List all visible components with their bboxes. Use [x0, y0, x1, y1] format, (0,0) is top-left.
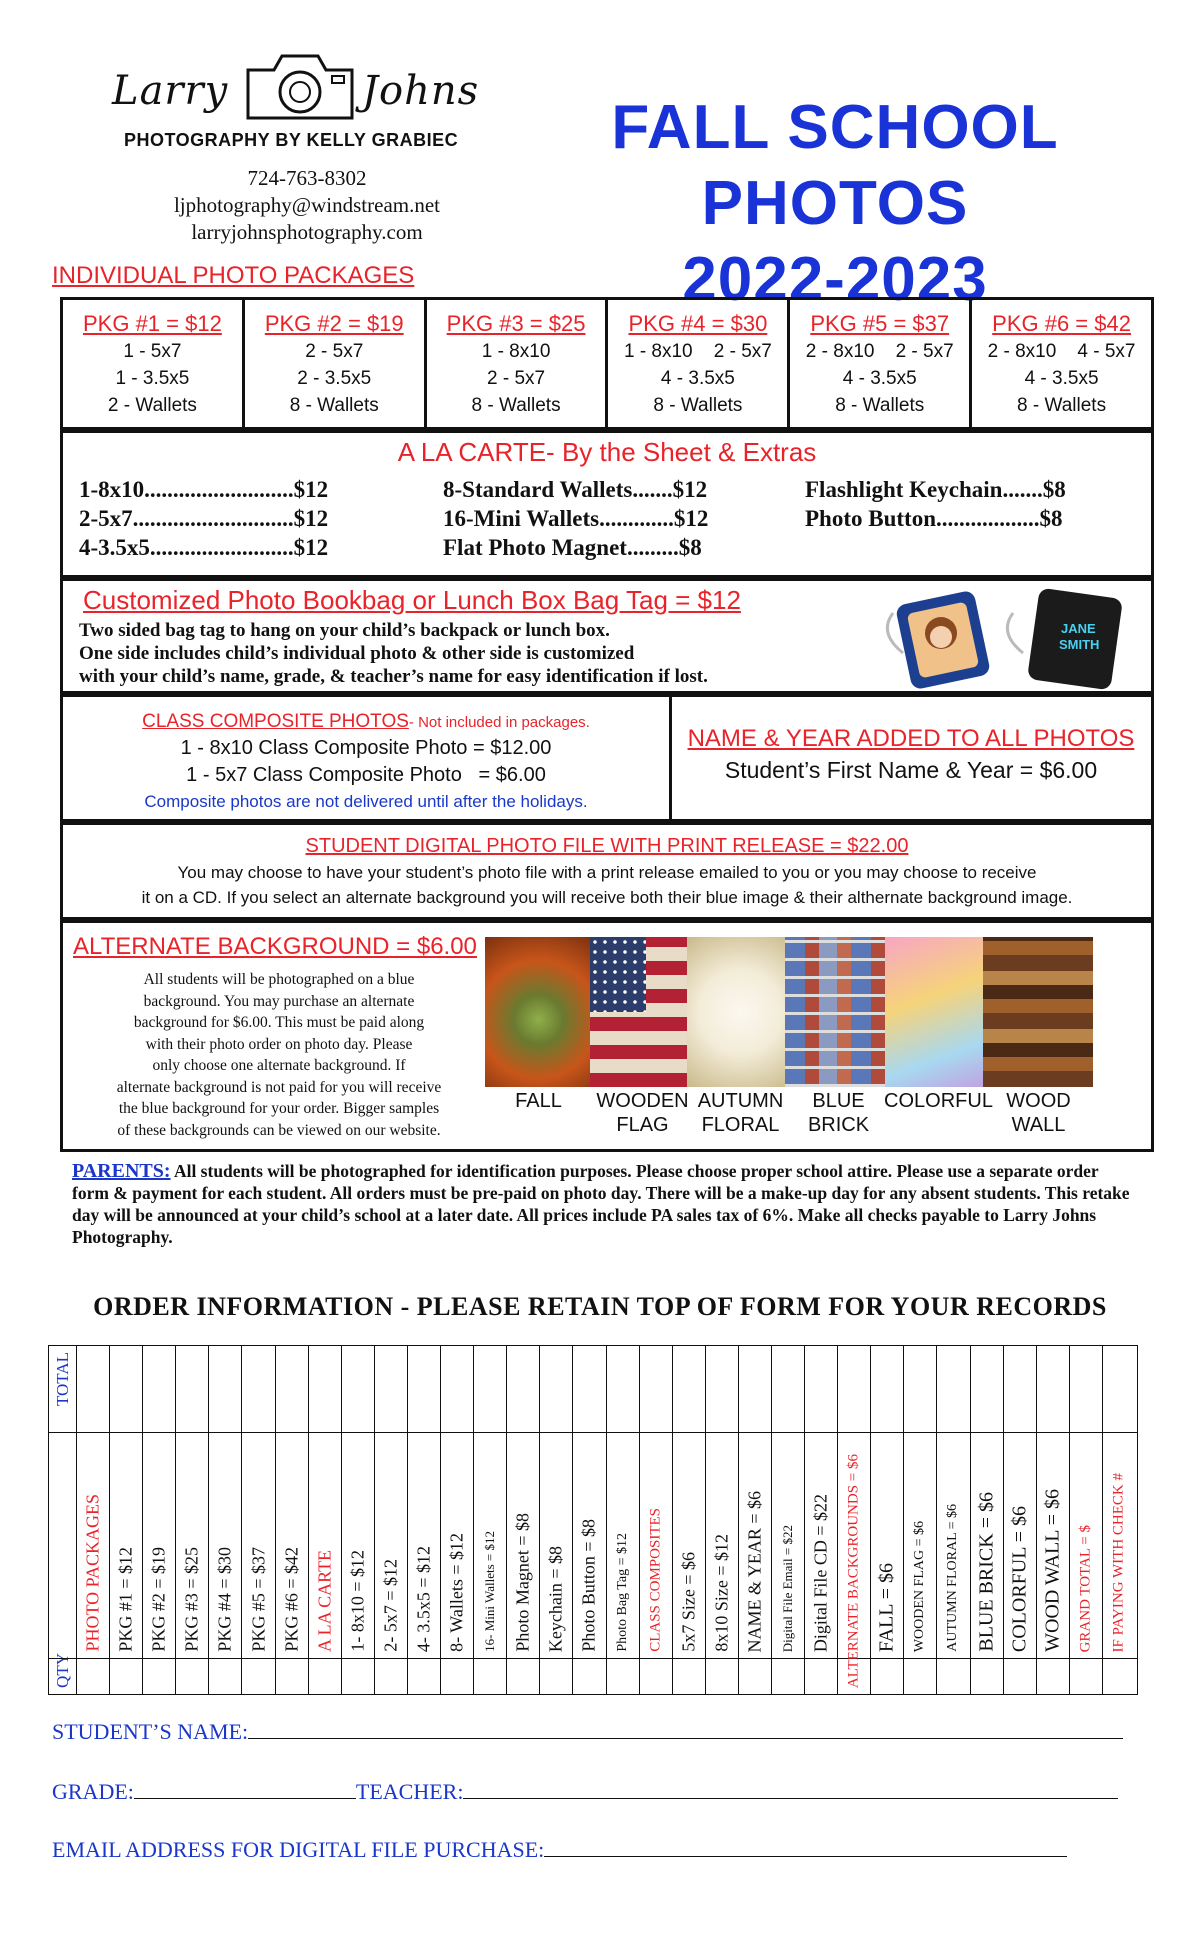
headline-title: FALL SCHOOL PHOTOS [611, 93, 1059, 238]
order-column[interactable] [242, 1346, 275, 1694]
alternate-section [60, 920, 1154, 1152]
tag-name-1: JANE [1061, 621, 1096, 636]
order-column[interactable] [110, 1346, 143, 1694]
order-column[interactable] [176, 1346, 209, 1694]
order-column-label: WOODEN FLAG = $6 [912, 1520, 928, 1652]
order-column-label: Digital File CD = $22 [810, 1493, 831, 1652]
tag-name-2: SMITH [1059, 637, 1100, 652]
label-line: AUTUMN [697, 1090, 784, 1112]
order-column[interactable] [276, 1346, 309, 1694]
alacarte-item: 2-5x7............................$12 [79, 506, 329, 531]
digital-line: it on a CD. If you select an alternate background you will receive both their blue image & their althernate background image. [141, 888, 1073, 907]
order-column-label: NAME & YEAR = $6 [744, 1490, 765, 1652]
alacarte-col-1 [79, 475, 328, 562]
headline-year: 2022-2023 [682, 245, 988, 314]
order-column[interactable] [640, 1346, 673, 1694]
order-column[interactable] [342, 1346, 375, 1694]
label-line: COLORFUL [884, 1090, 993, 1112]
order-column[interactable] [673, 1346, 706, 1694]
student-name-line[interactable] [248, 1718, 1123, 1739]
package-name: PKG #3 = $25 [446, 311, 586, 336]
order-column[interactable] [838, 1346, 871, 1694]
order-column[interactable] [573, 1346, 606, 1694]
package-name: PKG #4 = $30 [628, 311, 768, 336]
name-year-price: Student’s First Name & Year = $6.00 [724, 757, 1098, 783]
package-line: 2 - 8x10 2 - 5x7 [805, 341, 954, 362]
order-column[interactable] [474, 1346, 507, 1694]
alacarte-item: Flashlight Keychain.......$8 [805, 477, 1066, 502]
email-line[interactable] [544, 1836, 1067, 1857]
alacarte-title: A LA CARTE- By the Sheet & Extras [397, 437, 817, 467]
order-column[interactable] [1070, 1346, 1103, 1694]
logo [112, 40, 492, 150]
package-line: 4 - 3.5x5 [842, 368, 917, 389]
order-column[interactable] [1004, 1346, 1037, 1694]
order-column-label: PKG #4 = $30 [214, 1547, 235, 1652]
name-year-title: NAME & YEAR ADDED TO ALL PHOTOS [687, 725, 1135, 752]
class-composite [63, 697, 672, 819]
order-column[interactable] [1103, 1346, 1136, 1694]
bagtag-title: Customized Photo Bookbag or Lunch Box Bag Tag = $12 [83, 585, 741, 615]
alternate-line: only choose one alternate background. If [152, 1057, 406, 1074]
package-line: 2 - 8x10 4 - 5x7 [987, 341, 1136, 362]
label-line: BLUE [812, 1090, 865, 1112]
student-name-label: STUDENT’S NAME: [52, 1719, 249, 1744]
colorful-label [881, 1089, 996, 1113]
package-5 [790, 300, 972, 427]
order-column-label: PKG #1 = $12 [115, 1547, 136, 1652]
order-column-label: WOOD WALL = $6 [1041, 1489, 1064, 1652]
label-line: FALL [515, 1090, 562, 1112]
package-line: 8 - Wallets [1017, 395, 1107, 416]
composite-section [60, 694, 1154, 822]
packages-title: INDIVIDUAL PHOTO PACKAGES [52, 262, 415, 289]
alternate-line: background. You may purchase an alternate [143, 992, 415, 1010]
parents-text: All students will be photographed for identification purposes. Please choose proper school attire. Please use a separate order form & payment for each student. All orders must be pre-paid on photo day. There will be a make-up day for any absent students. This retake day will be announced at your child’s school at a later date. All prices include PA sales tax of 6%. Make all checks payable to Larry Johns Photography. [72, 1161, 1130, 1247]
order-column-label: 8x10 Size = $12 [711, 1534, 732, 1652]
composite-title-row [63, 711, 669, 733]
package-line: 2 - 3.5x5 [297, 368, 372, 389]
package-line: 4 - 3.5x5 [660, 368, 735, 389]
package-3 [427, 300, 609, 427]
composite-line: 1 - 5x7 Class Composite Photo = $6.00 [186, 764, 546, 786]
order-column-label: AUTUMN FLORAL = $6 [945, 1504, 961, 1652]
wood-wall-background-swatch [983, 937, 1093, 1087]
order-column-label: 4- 3.5x5 = $12 [413, 1545, 434, 1652]
digital-title: STUDENT DIGITAL PHOTO FILE WITH PRINT RELEASE = $22.00 [305, 835, 909, 857]
label-line: FLORAL [701, 1114, 780, 1136]
alacarte-item: 4-3.5x5.........................$12 [79, 535, 329, 560]
bag-tag-image [873, 583, 1143, 691]
alternate-line: alternate background is not paid for you will receive [116, 1078, 442, 1096]
alternate-line: All students will be photographed on a blue [143, 971, 415, 988]
order-title: ORDER INFORMATION - PLEASE RETAIN TOP OF FORM FOR YOUR RECORDS [93, 1292, 1107, 1321]
fall-label [481, 1089, 596, 1113]
email-field[interactable] [52, 1836, 1067, 1863]
alacarte-section [60, 430, 1154, 578]
order-column-label: CLASS COMPOSITES [647, 1508, 664, 1652]
package-name: PKG #1 = $12 [83, 311, 222, 336]
order-column-label: 2- 5x7 = $12 [380, 1559, 401, 1652]
bagtag-line: with your child’s name, grade, & teacher’s name for easy identification if lost. [79, 666, 708, 687]
order-column[interactable] [309, 1346, 342, 1694]
label-line: WOODEN [596, 1090, 689, 1112]
alacarte-item: Flat Photo Magnet.........$8 [443, 535, 702, 560]
label-column [49, 1346, 77, 1694]
colorful-background-swatch [885, 937, 992, 1087]
order-column-label: PKG #6 = $42 [281, 1547, 302, 1652]
alternate-description [69, 969, 489, 1141]
composite-title-note: - Not included in packages. [408, 714, 590, 731]
name-year [671, 697, 1151, 819]
order-column-label: PHOTO PACKAGES [82, 1494, 103, 1652]
student-name-field[interactable] [52, 1718, 1123, 1745]
package-name: PKG #2 = $19 [264, 311, 404, 336]
order-column[interactable] [77, 1346, 110, 1694]
logo-johns: Johns [362, 68, 480, 114]
alacarte-item: 8-Standard Wallets.......$12 [443, 477, 708, 502]
order-column-label: IF PAYING WITH CHECK # [1110, 1472, 1127, 1652]
composite-note: Composite photos are not delivered until after the holidays. [144, 792, 588, 811]
package-line: 8 - Wallets [471, 395, 561, 416]
composite-title: CLASS COMPOSITE PHOTOS [142, 711, 409, 732]
package-line: 1 - 8x10 2 - 5x7 [623, 341, 772, 362]
alternate-line: of these backgrounds can be viewed on our website. [117, 1121, 441, 1139]
order-column[interactable] [772, 1346, 805, 1694]
alacarte-item: 16-Mini Wallets.............$12 [443, 506, 709, 531]
alacarte-item: 1-8x10..........................$12 [79, 477, 329, 502]
parents-label: PARENTS: [72, 1160, 171, 1182]
blue-brick-label [781, 1089, 896, 1137]
package-line: 4 - 3.5x5 [1024, 368, 1099, 389]
package-line: 8 - Wallets [289, 395, 379, 416]
email: ljphotography@windstream.net [173, 193, 441, 217]
alternate-line: background for $6.00. This must be paid along [133, 1014, 425, 1031]
packages-grid [60, 297, 1154, 430]
order-column-label: PKG #3 = $25 [181, 1547, 202, 1652]
order-column[interactable] [937, 1346, 970, 1694]
package-line: 8 - Wallets [835, 395, 925, 416]
package-1 [63, 300, 245, 427]
order-column-label: COLORFUL = $6 [1008, 1505, 1031, 1652]
grade-label: GRADE: [52, 1779, 134, 1804]
order-grid [48, 1345, 1138, 1695]
order-column[interactable] [739, 1346, 772, 1694]
order-column-label: PKG #5 = $37 [248, 1547, 269, 1652]
order-column-label: BLUE BRICK = $6 [975, 1492, 998, 1652]
package-4 [608, 300, 790, 427]
order-column-label: PKG #2 = $19 [148, 1547, 169, 1652]
wooden-flag-background-swatch [590, 937, 697, 1087]
order-column[interactable] [540, 1346, 573, 1694]
bagtag-line: Two sided bag tag to hang on your child’s backpack or lunch box. [79, 620, 610, 641]
order-column[interactable] [1037, 1346, 1070, 1694]
package-line: 2 - Wallets [107, 395, 197, 416]
order-column-label: 5x7 Size = $6 [678, 1552, 699, 1652]
label-line: WALL [1011, 1114, 1066, 1136]
order-column-label: 1- 8x10 = $12 [347, 1550, 368, 1652]
logo-larry: Larry [112, 68, 229, 114]
order-column-label: Photo Button = $8 [578, 1519, 599, 1652]
order-column[interactable] [607, 1346, 640, 1694]
alternate-line: the blue background for your order. Bigger samples [118, 1100, 440, 1117]
alternate-title: ALTERNATE BACKGROUND = $6.00 [73, 933, 477, 960]
package-line: 8 - Wallets [653, 395, 743, 416]
teacher-label: TEACHER: [355, 1779, 464, 1804]
order-column-label: Photo Bag Tag = $12 [614, 1533, 630, 1652]
order-column-label: Photo Magnet = $8 [512, 1513, 533, 1652]
order-column-label: 8- Wallets = $12 [446, 1533, 467, 1652]
label-line: FLAG [616, 1114, 669, 1136]
composite-line: 1 - 8x10 Class Composite Photo = $12.00 [180, 737, 552, 759]
order-column[interactable] [871, 1346, 904, 1694]
order-column[interactable] [507, 1346, 540, 1694]
package-line: 2 - 5x7 [487, 368, 546, 389]
phone: 724-763-8302 [247, 166, 367, 190]
autumn-floral-background-swatch [687, 937, 794, 1087]
blue-brick-background-swatch [785, 937, 892, 1087]
contact-info [112, 165, 502, 246]
fall-background-swatch [485, 937, 592, 1087]
order-column-label: 16- Mini Wallets = $12 [482, 1531, 498, 1652]
order-column[interactable] [441, 1346, 474, 1694]
grade-line[interactable] [134, 1778, 356, 1799]
grade-teacher-field[interactable] [52, 1778, 1118, 1805]
digital-line: You may choose to have your student’s photo file with a print release emailed to you or you may choose to receive [177, 863, 1037, 882]
label-line: BRICK [807, 1114, 870, 1136]
camera-icon [240, 44, 360, 124]
alternate-line: with their photo order on photo day. Please [145, 1035, 413, 1053]
order-column[interactable] [375, 1346, 408, 1694]
website: larryjohnsphotography.com [191, 220, 423, 244]
order-column[interactable] [904, 1346, 937, 1694]
bagtag-description [79, 619, 708, 688]
order-column-label: Digital File Email = $22 [780, 1524, 796, 1652]
logo-subtitle: PHOTOGRAPHY BY KELLY GRABIEC [124, 130, 459, 150]
wood-wall-label [981, 1089, 1096, 1137]
alacarte-col-3 [805, 475, 1066, 533]
order-column-label: Keychain = $8 [545, 1545, 566, 1652]
headline [545, 90, 1125, 318]
order-column[interactable] [971, 1346, 1004, 1694]
package-2 [245, 300, 427, 427]
package-line: 2 - 5x7 [305, 341, 364, 362]
parents-note [72, 1160, 1132, 1248]
email-label: EMAIL ADDRESS FOR DIGITAL FILE PURCHASE: [52, 1837, 545, 1862]
package-name: PKG #5 = $37 [810, 311, 950, 336]
order-column[interactable] [805, 1346, 838, 1694]
order-column-label: FALL = $6 [875, 1562, 898, 1652]
label-line: WOOD [1006, 1090, 1071, 1112]
package-line: 1 - 5x7 [123, 341, 182, 362]
teacher-line[interactable] [463, 1778, 1118, 1799]
bagtag-line: One side includes child’s individual photo & other side is customized [79, 643, 635, 664]
order-column[interactable] [143, 1346, 176, 1694]
digital-section [60, 822, 1154, 920]
package-6 [972, 300, 1151, 427]
order-column[interactable] [408, 1346, 441, 1694]
package-name: PKG #6 = $42 [992, 311, 1131, 336]
qty-label: QTY [52, 1653, 72, 1688]
order-column[interactable] [209, 1346, 242, 1694]
order-column-label: GRAND TOTAL = $ [1077, 1524, 1094, 1652]
total-label: TOTAL [52, 1352, 72, 1407]
alacarte-item: Photo Button..................$8 [805, 506, 1063, 531]
alacarte-col-2 [443, 475, 708, 562]
bagtag-section [60, 578, 1154, 694]
order-column[interactable] [706, 1346, 739, 1694]
order-column-label: ALTERNATE BACKGROUNDS = $6 [845, 1453, 862, 1688]
package-line: 1 - 3.5x5 [115, 368, 190, 389]
package-line: 1 - 8x10 [481, 341, 551, 362]
order-column-label: A LA CARTE [314, 1550, 335, 1652]
